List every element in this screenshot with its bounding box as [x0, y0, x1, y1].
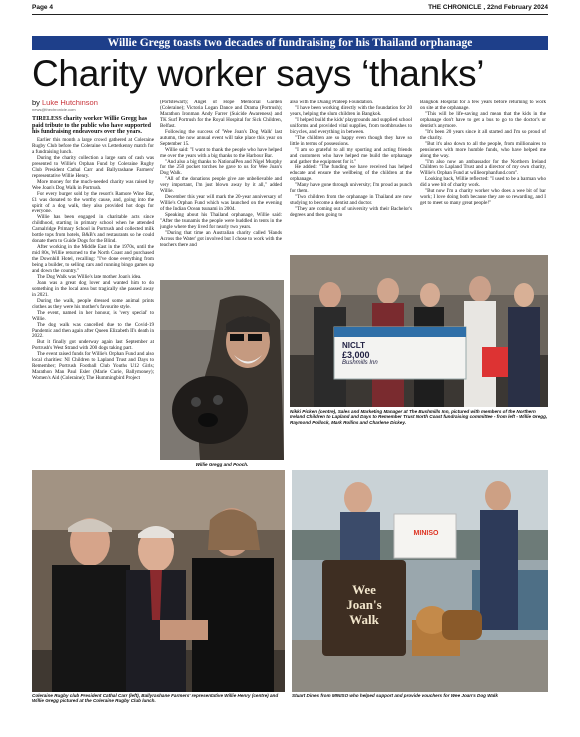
- wee-joans-walk-sign: [326, 582, 402, 627]
- byline: by Luke Hutchinson: [32, 100, 98, 107]
- paragraph: "I helped build the kids' playgrounds and supplied school uniforms and provided vital supplies, from toothbrushes to bicycles, and everything in between.: [290, 116, 412, 135]
- paragraph: "Many have gone through university; I'm proud as punch for them.: [290, 182, 412, 195]
- paragraph: But it finally got underway again last September at Portrush's West Strand with 200 dogs taking part.: [32, 339, 154, 352]
- author-email: news@thechronicle.com: [32, 106, 76, 112]
- paragraph: The dog walk was cancelled due to the Covid-19 Pandemic and then again after Queen Elizabeth II's death in 2022.: [32, 321, 154, 340]
- paragraph: "All of the donations people give are unbelievable and very important, I'm just blown away by it all," added Willie.: [160, 176, 282, 195]
- publication-date: THE CHRONICLE , 22nd February 2024: [428, 4, 548, 11]
- cheque-text: [342, 341, 458, 366]
- paragraph: Looking back, Willie reflected: "I used to be a barman who did a wee bit of charity work.: [420, 176, 546, 189]
- sign-line-2: Joan's: [346, 597, 382, 612]
- paragraph: Following the success of 'Wee Joan's Dog Walk' last autumn, the now annual event will take place this year on September 15.: [160, 128, 282, 147]
- photo-willie-and-dog: [160, 280, 284, 460]
- paragraph: "I'm also now an ambassador for the Northern Ireland Children to Lapland Trust and a director of my own charity, Willie's Orphan Fund at willieorphanfund.com".: [420, 158, 546, 177]
- caption-photo-1: Willie Gregg and Pooch.: [195, 462, 249, 467]
- standfirst: TIRELESS charity worker Willie Gregg has paid tribute to the public who have supported his fundraising endeavours over the years.: [32, 115, 152, 136]
- paragraph: "During that time an Australian charity called 'Hands Across the Water' got involved but I chose to work with the teachers there and: [160, 229, 282, 248]
- cheque-signature: Bushmills Inn: [342, 360, 378, 366]
- paragraph: "They are coming out of university with their Bachelor's degrees and then going to: [290, 206, 412, 219]
- paragraph: The event, named in her honour, is 'very special' to Willie.: [32, 309, 154, 322]
- paragraph: "And also a big thanks to NationalPen and Nigel Murphy for the 250 pocket torches he gave to us for Wee Joan's Dog Walk.: [160, 158, 282, 177]
- photo-dog-walk: [292, 470, 548, 692]
- column-3-body: [290, 100, 412, 219]
- paragraph: During the walk, people dressed some animal prints clothes as they were his mother's favourite style.: [32, 297, 154, 310]
- sign-line-1: Wee: [352, 582, 376, 597]
- article-column-1: [32, 100, 154, 458]
- column-1-body: [32, 138, 154, 382]
- paragraph: During the charity collection a large sum of cash was presented to Willie's Orphan Fund by Coleraine Rugby Club President Cathal Carr and Ballyrashane Farmers' representative Willie Henry.: [32, 154, 154, 179]
- paragraph: "But it's also down to all the people, from millionaires to pensioners with more humble funds, who have helped me along the way.: [420, 140, 546, 159]
- caption-photo-4: Stuart Dines from MINISO who helped support and provide vouchers for Wee Joan's Dog Walk: [292, 693, 498, 698]
- paragraph: "I am so grateful to all my sporting and acting friends and customers who have helped me build the orphanage and gather the equipment for it.": [290, 146, 412, 165]
- paragraph: He added: "The funding we have received has helped educate and ensure the wellbeing of the children at the orphanage.: [290, 164, 412, 183]
- article-column-2: [160, 100, 282, 275]
- paragraph: For every burger sold by the resort's Ramore Wine Bar, £1 was donated to the worthy cause, and, going into the spirit of a dog walk, they also provided hot dogs for everyone.: [32, 190, 154, 215]
- paragraph: Bangkok Hospital for a few years before returning to work on site at the orphanage.: [420, 100, 546, 111]
- paragraph: The Dog Walk was Willie's late mother Joan's idea.: [37, 273, 142, 280]
- paragraph: Earlier this month a large crowd gathered at Coleraine Rugby Club before the Coleraine vs Letterkenny match for a fundraising lunch.: [32, 137, 154, 155]
- miniso-bag-text: MINISO: [413, 530, 439, 537]
- page-number: Page 4: [32, 4, 53, 11]
- paragraph: "I have been working directly with the foundation for 20 years, helping the slum children in Bangkok.: [290, 104, 412, 117]
- paragraph: "But now I'm a charity worker who does a wee bit of bar work; I love doing both because they are so rewarding, and I get to meet so many great people!": [420, 188, 546, 207]
- paragraph: Willie said: "I want to thank the people who have helped me over the years with a big thanks to the Harbour Bar.: [160, 146, 282, 159]
- author-name: Luke Hutchinson: [42, 100, 98, 107]
- paragraph: After working in the Middle East in the 1970s, until the mid 80s, Willie returned to the North Coast and purchased the Downhill Hotel, recalling: "I've done everything from being a builder, to selling cars and running bingo games up and down the country.": [32, 244, 154, 274]
- caption-photo-3: Coleraine Rugby club President Cathal Carr (left), Ballyrashane Farmers' representative Willie Henry (centre) and Willie Gregg pictured at the Coleraine Rugby Club lunch.: [32, 693, 279, 704]
- headline: Charity worker says ‘thanks’: [32, 53, 485, 94]
- photo-willie-and-dog-image: [160, 280, 284, 460]
- photo-dog-walk-image: [292, 470, 548, 692]
- caption-photo-2: Nikki Picken (centre), Sales and Marketing Manager at The Bushmills Inn, pictured with members of the Northern Ireland Children to Lapland and Days to Remember Trust North Coast fundraising committee - from left - Willie Gregg, Raymond Pollock, Mark Rollins and Charlene Dickey.: [290, 409, 548, 425]
- paragraph: "Two children from the orphanage in Thailand are now studying to become a dentist and doctor.: [290, 194, 412, 207]
- sign-line-3: Walk: [349, 612, 379, 627]
- paragraph: Willie has been engaged in charitable acts since childhood, starting in primary school when he attended Carnalridge Primary School in Portrush and collected milk bottle tops from hotels, B&B's and restaurants so he could donate them to Guide Dogs for the Blind.: [32, 214, 154, 245]
- paragraph: The event raised funds for Willie's Orphan Fund and also local charities: NI Children to Lapland Trust and Days to Remember; Portrush Football Club Youths U12 Girls; Marathon Man Paul Esler (Marie Curie, Ballymoney); Women's Aid (Coleraine); The Hummingbird Project: [32, 351, 154, 382]
- paragraph: December this year will mark the 20-year anniversary of Willie's Orphan Fund which was launched on the evening of the Indian Ocean tsunami in 2004.: [160, 194, 282, 213]
- paragraph: "It's been 20 years since it all started and I'm so proud of the charity.: [420, 128, 546, 141]
- cheque-payee: NICLT: [342, 341, 365, 350]
- paragraph: "This will be life-saving and mean that the kids in the orphanage don't have to get a bus to go to the doctor's or dentist's anymore.: [420, 110, 546, 129]
- article-column-3: [290, 100, 412, 250]
- column-4-body: [420, 100, 546, 207]
- paragraph: More money for the much-needed charity was raised by Wee Joan's Dog Walk in Portrush.: [32, 178, 154, 191]
- photo-cheque-presentation: [290, 255, 548, 407]
- photo-rugby-club-image: [32, 470, 285, 692]
- cheque-amount: £3,000: [342, 350, 370, 360]
- column-2-body: [160, 100, 282, 249]
- strapline-banner: Willie Gregg toasts two decades of fundraising for his Thailand orphanage: [32, 36, 548, 50]
- paragraph: (Portstewart); Angel of Hope Memorial Garden (Coleraine); Victoria Logan Dance and Drama (Portrush); Marathon Ironman Andy Farrer (Suicide Awareness) and TK Surf Portrush for the Royal Hospital for Sick Children, Belfast.: [160, 100, 282, 129]
- photo-cheque-presentation-image: [290, 255, 548, 407]
- paragraph: Speaking about his Thailand orphanage, Willie said: "After the tsunamis the people were huddled in tents in the jungle where they lived for nearly two years.: [160, 212, 282, 231]
- top-rule: [32, 14, 548, 15]
- article-column-4: [420, 100, 546, 250]
- paragraph: also with the Duang Prateep Foundation.: [290, 100, 374, 105]
- paragraph: Joan was a great dog lover and wanted him to do something in the local area but tragically she passed away in 2021.: [32, 279, 154, 298]
- paragraph: "The children are so happy even though they have so little in terms of possessions.: [290, 134, 412, 147]
- photo-rugby-club: [32, 470, 285, 692]
